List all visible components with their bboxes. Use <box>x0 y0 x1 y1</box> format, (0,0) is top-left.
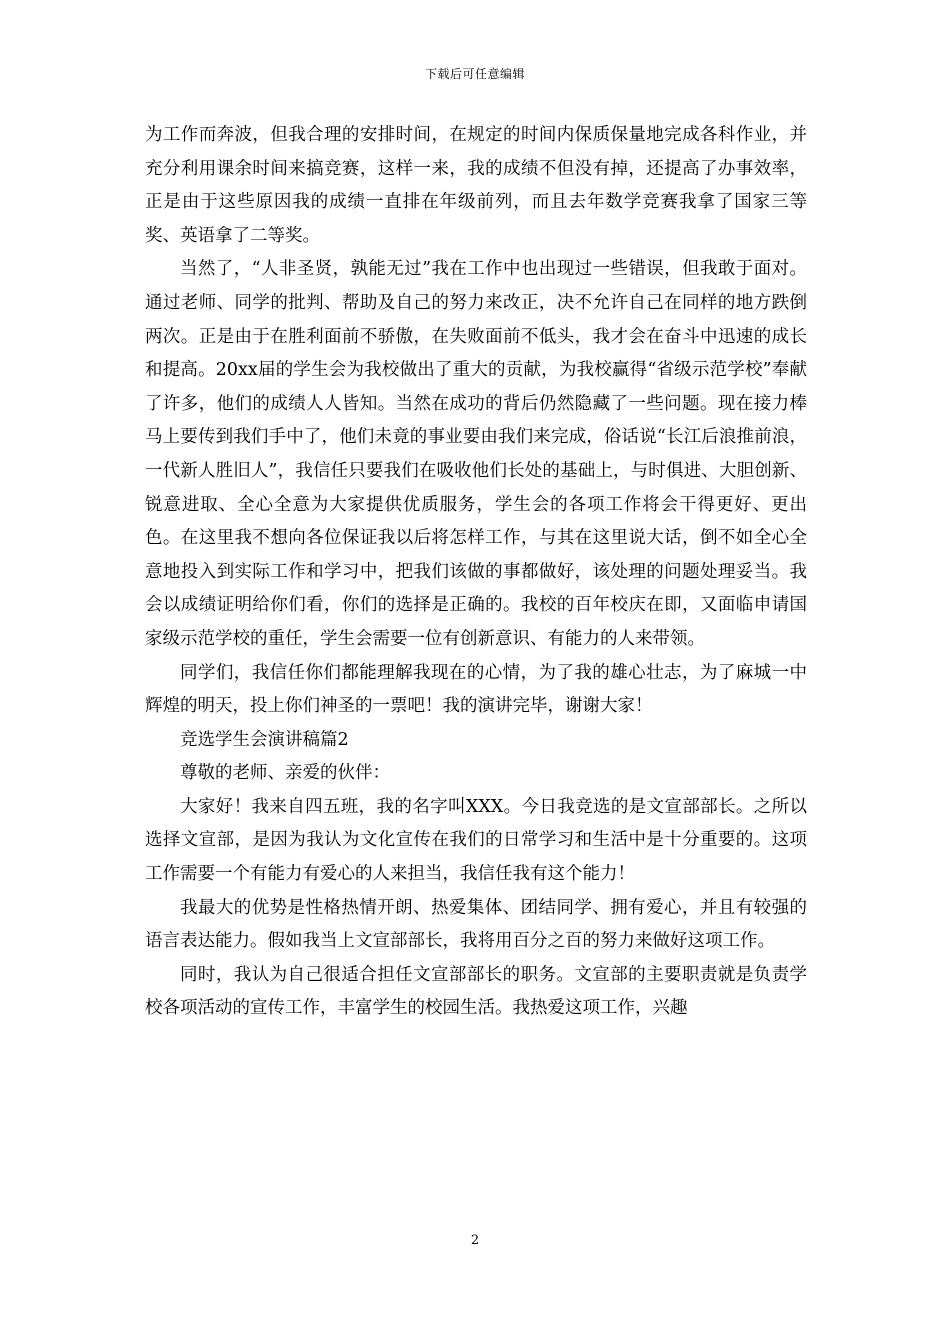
page-header: 下载后可任意编辑 <box>424 67 525 81</box>
page-number: 2 <box>470 1233 480 1248</box>
salutation: 尊敬的老师、亲爱的伙伴： <box>180 763 390 784</box>
paragraph: 同学们，我信任你们都能理解我现在的心情，为了我的雄心壮志，为了麻城一中辉煌的明天，投上你们神圣的一票吧！我的演讲完毕，谢谢大家！ <box>145 662 807 717</box>
paragraph: 我最大的优势是性格热情开朗、热爱集体、团结同学、拥有爱心，并且有较强的语言表达能力。假如我当上文宣部部长，我将用百分之百的努力来做好这项工作。 <box>145 897 807 952</box>
paragraph: 当然了，“人非圣贤，孰能无过”我在工作中也出现过一些错误，但我敢于面对。通过老师、同学的批判、帮助及自己的努力来改正，决不允许自己在同样的地方跌倒两次。正是由于在胜利面前不骄傲，在失败面前不低头，我才会在奋斗中迅速的成长和提高。20xx届的学生会为我校做出了重大的贡献，为我校赢得“省级示范学校”奉献了许多，他们的成绩人人皆知。当然在成功的背后仍然隐藏了一些问题。现在接力棒马上要传到我们手中了，他们未竟的事业要由我们来完成，俗话说“长江后浪推前浪，一代新人胜旧人”，我信任只要我们在吸收他们长处的基础上，与时俱进、大胆创新、锐意进取、全心全意为大家提供优质服务，学生会的各项工作将会干得更好、更出色。在这里我不想向各位保证我以后将怎样工作，与其在这里说大话，倒不如全心全意地投入到实际工作和学习中，把我们该做的事都做好，该处理的问题处理妥当。我会以成绩证明给你们看，你们的选择是正确的。我校的百年校庆在即，又面临申请国家级示范学校的重任，学生会需要一位有创新意识、有能力的人来带领。 <box>145 259 807 649</box>
paragraph: 为工作而奔波，但我合理的安排时间，在规定的时间内保质保量地完成各科作业，并充分利用课余时间来搞竞赛，这样一来，我的成绩不但没有掉，还提高了办事效率，正是由于这些原因我的成绩一直排在年级前列，而且去年数学竞赛我拿了国家三等奖、英语拿了二等奖。 <box>145 125 807 246</box>
paragraph: 大家好！我来自四五班，我的名字叫XXX。今日我竞选的是文宣部部长。之所以选择文宣部，是因为我认为文化宣传在我们的日常学习和生活中是十分重要的。这项工作需要一个有能力有爱心的人来担当，我信任我有这个能力！ <box>145 796 807 885</box>
section-heading: 竞选学生会演讲稿篇2 <box>180 729 349 750</box>
paragraph: 同时，我认为自己很适合担任文宣部部长的职务。文宣部的主要职责就是负责学校各项活动的宣传工作，丰富学生的校园生活。我热爱这项工作，兴趣 <box>145 964 807 1019</box>
document-body <box>145 119 807 1026</box>
